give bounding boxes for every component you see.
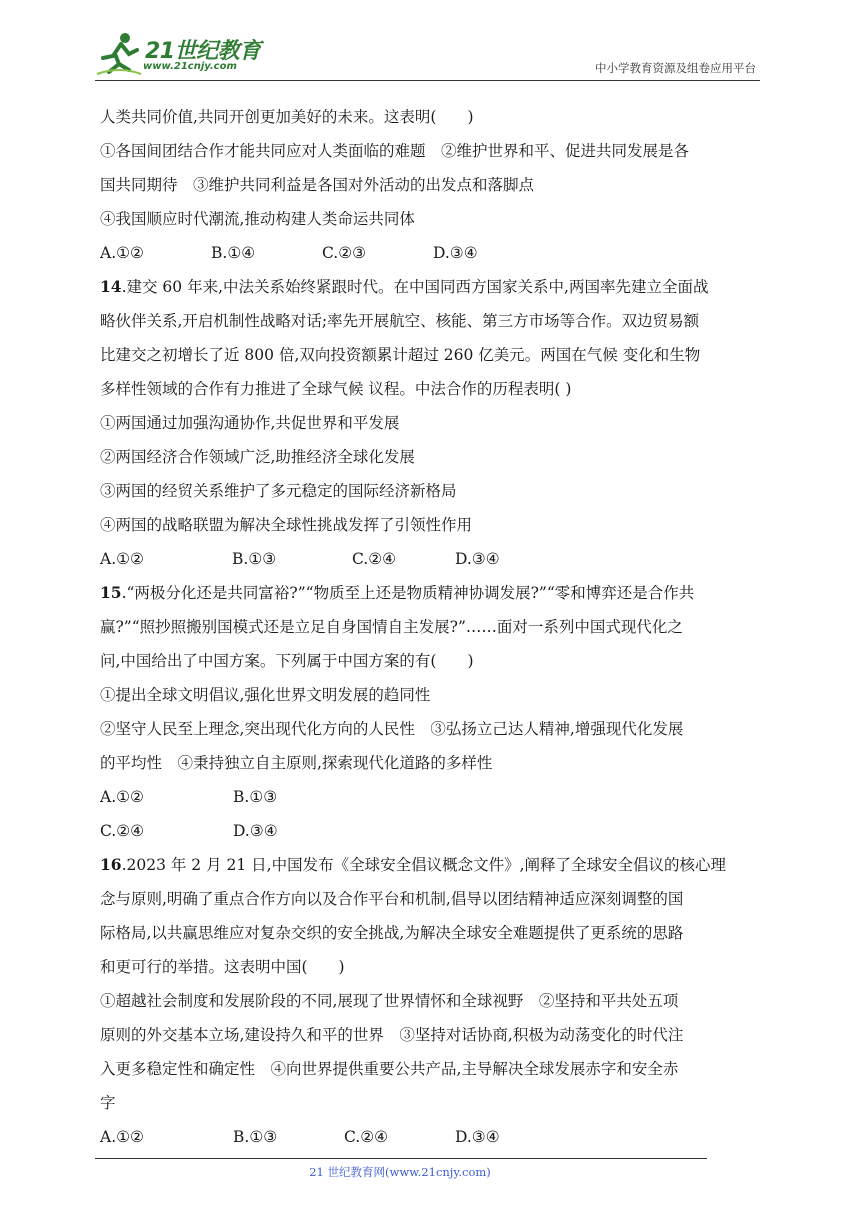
platform-title: 中小学教育资源及组卷应用平台 bbox=[595, 61, 756, 75]
runner-icon bbox=[95, 30, 143, 76]
q16-text: .2023 年 2 月 21 日,中国发布《全球安全倡议概念文件》,阐释了全球安全倡议的核心理 bbox=[121, 856, 727, 874]
option-d[interactable]: D.③④ bbox=[455, 1128, 500, 1146]
q15-line: 赢?”“照抄照搬别国模式还是立足自身国情自主发展?”……面对一系列中国式现代化之 bbox=[100, 618, 683, 636]
q15-text: .“两极分化还是共同富裕?”“物质至上还是物质精神协调发展?”“零和博弈还是合作共 bbox=[121, 584, 695, 602]
q14-line: ④两国的战略联盟为解决全球性挑战发挥了引领性作用 bbox=[100, 516, 473, 534]
q15-options-row1 bbox=[100, 780, 765, 814]
q14-line: ①两国通过加强沟通协作,共促世界和平发展 bbox=[100, 414, 400, 432]
q15-line: ②坚守人民至上理念,突出现代化方向的人民性 ③弘扬立己达人精神,增强现代化发展 bbox=[100, 720, 684, 738]
q13-line: 人类共同价值,共同开创更加美好的未来。这表明( ) bbox=[100, 108, 474, 126]
q15-line: 的平均性 ④秉持独立自主原则,探索现代化道路的多样性 bbox=[100, 754, 493, 772]
option-c[interactable]: C.②④ bbox=[344, 1128, 389, 1146]
q14-line: ③两国的经贸关系维护了多元稳定的国际经济新格局 bbox=[100, 482, 457, 500]
option-b[interactable]: B.①④ bbox=[211, 244, 256, 262]
q13-line: ④我国顺应时代潮流,推动构建人类命运共同体 bbox=[100, 210, 415, 228]
option-b[interactable]: B.①③ bbox=[233, 788, 278, 806]
question-13 bbox=[100, 100, 765, 270]
q14-line: 略伙伴关系,开启机制性战略对话;率先开展航空、核能、第三方市场等合作。双边贸易额 bbox=[100, 312, 700, 330]
q16-line: ①超越社会制度和发展阶段的不同,展现了世界情怀和全球视野 ②坚持和平共处五项 bbox=[100, 992, 679, 1010]
q16-line bbox=[100, 848, 765, 882]
option-a[interactable]: A.①② bbox=[100, 788, 144, 806]
site-logo bbox=[95, 28, 265, 78]
q16-line: 入更多稳定性和确定性 ④向世界提供重要公共产品,主导解决全球发展赤字和安全赤 bbox=[100, 1060, 679, 1078]
q16-line: 际格局,以共赢思维应对复杂交织的安全挑战,为解决全球安全难题提供了更系统的思路 bbox=[100, 924, 684, 942]
question-content bbox=[100, 100, 765, 1154]
logo-text: 21世纪教育 bbox=[145, 39, 261, 64]
option-c[interactable]: C.②④ bbox=[100, 822, 145, 840]
q16-options bbox=[100, 1120, 765, 1154]
q13-line: ①各国间团结合作才能共同应对人类面临的难题 ②维护世界和平、促进共同发展是各 bbox=[100, 142, 690, 160]
q15-options-row2 bbox=[100, 814, 765, 848]
option-d[interactable]: D.③④ bbox=[455, 550, 500, 568]
question-15 bbox=[100, 576, 765, 848]
q14-line: ②两国经济合作领域广泛,助推经济全球化发展 bbox=[100, 448, 415, 466]
question-14 bbox=[100, 270, 765, 576]
q14-line: 比建交之初增长了近 800 倍,双向投资额累计超过 260 亿美元。两国在气候 变化和生物 bbox=[100, 346, 701, 364]
q13-options bbox=[100, 236, 765, 270]
option-b[interactable]: B.①③ bbox=[232, 550, 277, 568]
q16-line: 和更可行的举措。这表明中国( ) bbox=[100, 958, 345, 976]
q14-line bbox=[100, 270, 765, 304]
footer-text[interactable]: 21 世纪教育网(www.21cnjy.com) bbox=[309, 1165, 491, 1179]
q14-options bbox=[100, 542, 765, 576]
q14-line: 多样性领域的合作有力推进了全球气候 议程。中法合作的历程表明( ) bbox=[100, 380, 572, 398]
question-16 bbox=[100, 848, 765, 1154]
page-header bbox=[95, 28, 760, 81]
option-a[interactable]: A.①② bbox=[100, 1128, 144, 1146]
question-number: 15 bbox=[100, 583, 122, 602]
option-b[interactable]: B.①③ bbox=[233, 1128, 278, 1146]
option-a[interactable]: A.①② bbox=[100, 550, 144, 568]
question-number: 16 bbox=[100, 855, 122, 874]
question-number: 14 bbox=[100, 277, 122, 296]
q13-line: 国共同期待 ③维护共同利益是各国对外活动的出发点和落脚点 bbox=[100, 176, 535, 194]
option-a[interactable]: A.①② bbox=[100, 244, 144, 262]
q14-text: .建交 60 年来,中法关系始终紧跟时代。在中国同西方国家关系中,两国率先建立全面战 bbox=[121, 278, 709, 296]
q15-line: 问,中国给出了中国方案。下列属于中国方案的有( ) bbox=[100, 652, 474, 670]
q15-line: ①提出全球文明倡议,强化世界文明发展的趋同性 bbox=[100, 686, 431, 704]
q16-line: 字 bbox=[100, 1094, 116, 1112]
q15-line bbox=[100, 576, 765, 610]
footer-divider bbox=[95, 1158, 707, 1159]
option-d[interactable]: D.③④ bbox=[233, 822, 278, 840]
q16-line: 念与原则,明确了重点合作方向以及合作平台和机制,倡导以团结精神适应深刻调整的国 bbox=[100, 890, 684, 908]
q16-line: 原则的外交基本立场,建设持久和平的世界 ③坚持对话协商,积极为动荡变化的时代注 bbox=[100, 1026, 684, 1044]
option-c[interactable]: C.②③ bbox=[322, 244, 367, 262]
logo-url: www.21cnjy.com bbox=[143, 61, 237, 72]
option-c[interactable]: C.②④ bbox=[352, 550, 397, 568]
option-d[interactable]: D.③④ bbox=[433, 244, 478, 262]
